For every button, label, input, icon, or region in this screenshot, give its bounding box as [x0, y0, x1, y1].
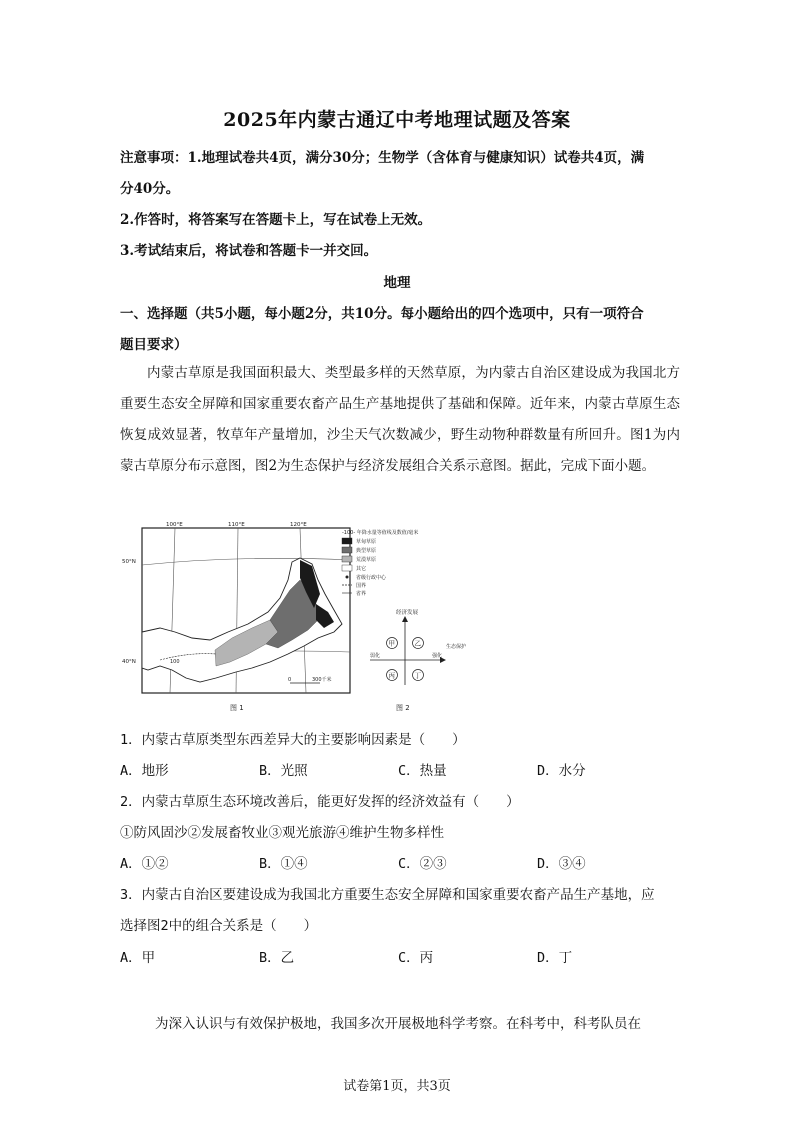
q3-option-b[interactable]: B．乙	[259, 950, 295, 966]
fig2-y-label: 经济发展	[396, 610, 419, 616]
legend-swatch-desert	[342, 556, 352, 562]
figures	[120, 520, 467, 718]
legend-meadow: 草甸草原	[356, 539, 377, 545]
figure2-caption: 图 2	[396, 704, 410, 712]
scale-label-300: 300千米	[312, 677, 332, 683]
q1-option-a[interactable]: A．地形	[120, 763, 169, 779]
quadrant-bing-label: 丙	[388, 671, 395, 680]
lat-label-40: 40°N	[122, 659, 136, 665]
q2-option-b[interactable]: B．①④	[259, 856, 308, 872]
scale-label-0: 0	[288, 677, 292, 683]
legend-other: 其它	[356, 566, 367, 572]
question-1-stem: 1．内蒙古草原类型东西差异大的主要影响因素是（ ）	[120, 732, 466, 748]
part1-heading-cont: 题目要求）	[120, 337, 188, 353]
q1-option-d[interactable]: D．水分	[537, 763, 586, 779]
notice-line-1: 注意事项：1.地理试卷共4页，满分30分；生物学（含体育与健康知识）试卷共4页，满	[120, 150, 645, 166]
quadrant-jia-label: 甲	[388, 639, 395, 648]
q3-option-d[interactable]: D．丁	[537, 950, 573, 966]
question-2-sub: ①防风固沙②发展畜牧业③观光旅游④维护生物多样性	[120, 825, 444, 841]
quadrant-yi-label: 乙	[414, 639, 421, 648]
legend-swatch-typical	[342, 547, 352, 553]
fig2-x-label: 生态保护	[446, 644, 467, 650]
part1-heading: 一、选择题（共5小题，每小题2分，共10分。每小题给出的四个选项中，只有一项符合	[120, 306, 644, 322]
notice-line-3: 3.考试结束后，将试卷和答题卡一并交回。	[120, 243, 378, 259]
lat-label-50: 50°N	[122, 559, 136, 565]
legend-typical: 典型草原	[356, 548, 377, 554]
q1-option-b[interactable]: B．光照	[259, 763, 308, 779]
q2-option-d[interactable]: D．③④	[537, 856, 586, 872]
legend-contour: -100- 年降水量等值线及数值/毫米	[342, 530, 419, 536]
q2-option-a[interactable]: A．①②	[120, 856, 169, 872]
legend-desert: 荒漠草原	[356, 557, 377, 563]
q2-option-c[interactable]: C．②③	[398, 856, 447, 872]
figure1-caption: 图 1	[230, 704, 244, 712]
q3-option-a[interactable]: A．甲	[120, 950, 156, 966]
figure1-legend	[342, 529, 418, 597]
section-heading: 地理	[383, 275, 411, 291]
lon-label-100: 100°E	[166, 522, 183, 528]
fig2-left-label: 弱化	[370, 653, 381, 659]
legend-province: 省界	[356, 591, 367, 597]
figure1-map	[122, 522, 350, 712]
figure2-diagram	[370, 608, 466, 712]
quadrant-ding-label: 丁	[414, 671, 421, 680]
contour-label: 100	[170, 659, 180, 665]
passage: 内蒙古草原是我国面积最大、类型最多样的天然草原，为内蒙古自治区建设成为我国北方重要生态安全屏障和国家重要农畜产品生产基地提供了基础和保障。近年来，内蒙古草原生态恢复成效显著，牧草年产量增加，沙尘天气次数减少，野生动物种群数量有所回升。图1为内蒙古草原分布示意图，图2为生态保护与经济发展组合关系示意图。据此，完成下面小题。	[120, 365, 680, 474]
lon-label-120: 120°E	[290, 522, 307, 528]
fig2-y-arrow	[402, 616, 408, 622]
notice-line-1b: 分40分。	[120, 181, 180, 197]
page-footer: 试卷第1页，共3页	[343, 1079, 451, 1094]
legend-swatch-other	[342, 565, 352, 571]
question-3-stem: 3．内蒙古自治区要建设成为我国北方重要生态安全屏障和国家重要农畜产品生产基地，应	[120, 887, 655, 903]
q3-option-c[interactable]: C．丙	[398, 950, 434, 966]
legend-border: 国界	[356, 583, 367, 589]
notice-line-2: 2.作答时，将答案写在答题卡上，写在试卷上无效。	[120, 212, 432, 228]
lon-label-110: 110°E	[228, 522, 245, 528]
fig2-right-label: 强化	[432, 653, 443, 659]
q1-option-c[interactable]: C．热量	[398, 763, 447, 779]
question-2-stem: 2．内蒙古草原生态环境改善后，能更好发挥的经济效益有（ ）	[120, 794, 520, 810]
legend-capital-symbol	[346, 576, 349, 579]
question-3-stem-cont: 选择图2中的组合关系是（ ）	[120, 918, 318, 934]
next-passage: 为深入认识与有效保护极地，我国多次开展极地科学考察。在科考中，科考队员在	[155, 1016, 641, 1032]
exam-title: 2025年内蒙古通辽中考地理试题及答案	[223, 109, 571, 131]
legend-swatch-meadow	[342, 538, 352, 544]
legend-capital: 省级行政中心	[356, 575, 387, 581]
